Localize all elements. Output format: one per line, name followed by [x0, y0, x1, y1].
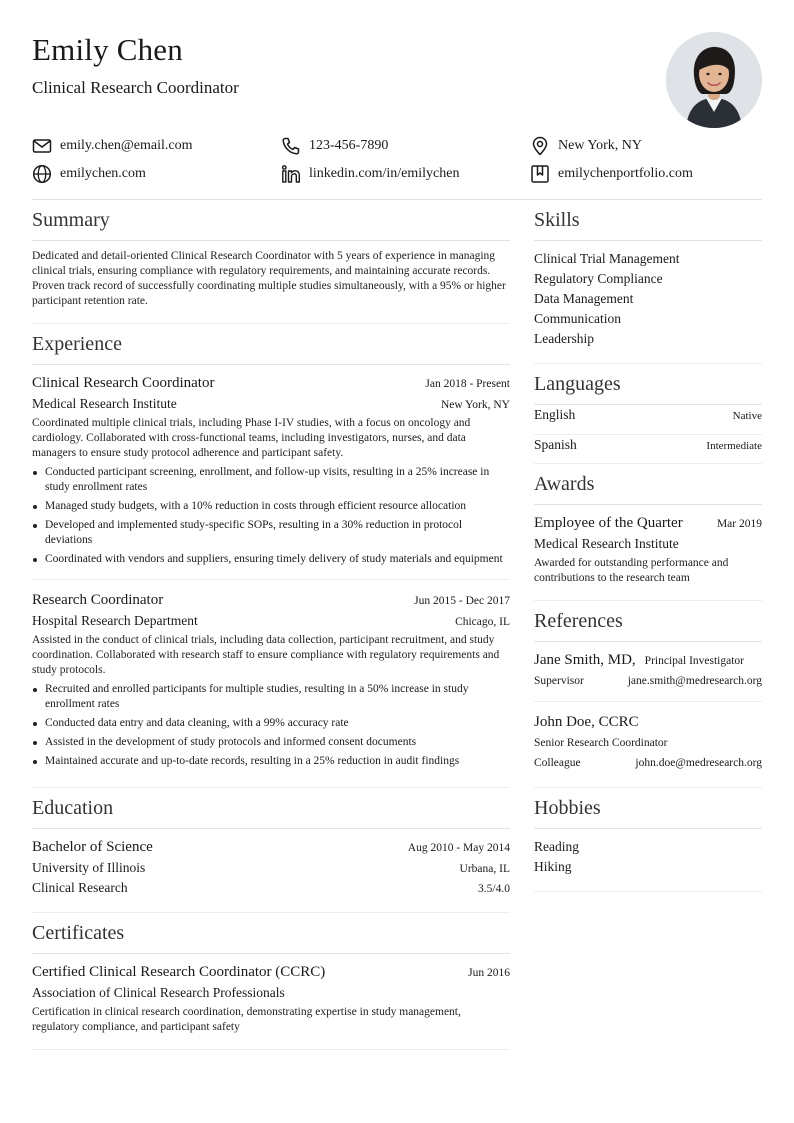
award-description: Awarded for outstanding performance and contributions to the research team: [534, 557, 729, 584]
language-name: English: [534, 407, 576, 422]
job-organization: Hospital Research Department: [32, 613, 198, 628]
contact-website-text: emilychen.com: [60, 166, 146, 181]
certificate-issuer: Association of Clinical Research Professionals: [32, 985, 285, 1000]
school-name: University of Illinois: [32, 860, 146, 875]
education-heading: Education: [32, 788, 510, 829]
contact-location-text: New York, NY: [558, 138, 643, 153]
hobby-item: Reading: [534, 839, 579, 854]
profile-photo-illustration: [666, 32, 762, 128]
language-level: Intermediate: [706, 440, 762, 452]
award-organization: Medical Research Institute: [534, 536, 679, 551]
job-title: Research Coordinator: [32, 592, 164, 608]
education-dates: Aug 2010 - May 2014: [407, 842, 510, 854]
mail-icon: [32, 136, 52, 156]
experience-section: [32, 324, 510, 788]
references-section: [534, 601, 762, 788]
achievement-bullet: Managed study budgets, with a 10% reduction in costs through efficient resource allocation: [32, 499, 510, 514]
contact-linkedin[interactable]: [281, 164, 459, 184]
contact-phone-text: 123-456-7890: [309, 138, 389, 153]
resume-page: [32, 0, 762, 1033]
reference-relation: Supervisor: [534, 675, 584, 687]
achievement-bullet: Conducted data entry and data cleaning, with a 99% accuracy rate: [32, 716, 510, 731]
reference-relation: Colleague: [534, 757, 581, 769]
achievement-bullet: Assisted in the development of study protocols and informed consent documents: [32, 735, 510, 750]
contact-linkedin-text: linkedin.com/in/emilychen: [309, 166, 460, 181]
award-name: Employee of the Quarter: [534, 515, 683, 531]
degree-name: Bachelor of Science: [32, 839, 153, 855]
references-heading: References: [534, 601, 762, 642]
summary-heading: Summary: [32, 200, 510, 241]
awards-heading: Awards: [534, 464, 762, 505]
job-dates: Jun 2015 - Dec 2017: [414, 595, 510, 607]
achievement-bullet: Coordinated with vendors and suppliers, ensuring timely delivery of study materials and equipment: [32, 552, 510, 567]
job-description: Coordinated multiple clinical trials, including Phase I-IV studies, with a focus on oncology and cardiology. Collaborated with cross-functional teams, including investigators, nurses, and data managers to ensure study protocol adherence and participant safety.: [32, 417, 471, 459]
contact-location: [530, 136, 642, 156]
gpa: 3.5/4.0: [478, 883, 510, 895]
awards-section: [534, 464, 762, 601]
certificate-date: Jun 2016: [468, 967, 510, 979]
reference-item: [534, 701, 762, 773]
candidate-name: Emily Chen: [32, 32, 183, 67]
globe-icon: [32, 164, 52, 184]
certificate-name: Certified Clinical Research Coordinator (CCRC): [32, 964, 326, 980]
certificates-heading: Certificates: [32, 913, 510, 954]
certificate-description: Certification in clinical research coordination, demonstrating expertise in study management, regulatory compliance, and participant safety: [32, 1006, 461, 1033]
job-achievements: [32, 465, 510, 567]
reference-name: Jane Smith, MD,: [534, 652, 636, 668]
job-location: New York, NY: [440, 399, 510, 411]
hobbies-section: [534, 788, 762, 892]
job-dates: Jan 2018 - Present: [425, 378, 510, 390]
achievement-bullet: Developed and implemented study-specific SOPs, resulting in a 30% reduction in protocol deviations: [32, 518, 510, 548]
right-column: [534, 200, 762, 892]
certificates-section: [32, 913, 510, 1050]
field-of-study: Clinical Research: [32, 880, 128, 895]
school-location: Urbana, IL: [459, 863, 510, 875]
contact-website[interactable]: [32, 164, 146, 184]
experience-item: [32, 373, 510, 567]
experience-heading: Experience: [32, 324, 510, 365]
language-item: [534, 434, 762, 463]
language-item: [534, 405, 762, 434]
summary-section: [32, 200, 510, 324]
reference-position: Principal Investigator: [644, 655, 744, 667]
phone-icon: [281, 136, 301, 156]
language-level: Native: [732, 410, 762, 422]
hobbies-heading: Hobbies: [534, 788, 762, 829]
hobby-item: Hiking: [534, 859, 572, 874]
reference-position: Senior Research Coordinator: [534, 737, 668, 749]
job-description: Assisted in the conduct of clinical trials, including data collection, participant recruitment, and study coordination. Collaborated with research staff to ensure compliance with regulatory requirements and study protocols.: [32, 634, 500, 676]
reference-email[interactable]: jane.smith@medresearch.org: [627, 675, 762, 687]
left-column: [32, 200, 510, 1050]
achievement-bullet: Maintained accurate and up-to-date records, resulting in a 25% reduction in audit findings: [32, 754, 510, 769]
skill-item: Data Management: [534, 291, 634, 306]
contact-email[interactable]: [32, 136, 193, 156]
job-achievements: [32, 682, 510, 769]
skill-item: Leadership: [534, 331, 594, 346]
languages-section: [534, 364, 762, 464]
linkedin-icon: [281, 164, 301, 184]
contact-email-text: emily.chen@email.com: [60, 138, 193, 153]
portfolio-icon: [530, 164, 550, 184]
summary-text: Dedicated and detail-oriented Clinical Research Coordinator with 5 years of experience in managing clinical trials, ensuring compliance with regulatory requirements, and maintaining accurate records. Proven track record of successfully coordinating multiple studies simultaneously, with a 95% or higher participant retention rate.: [32, 250, 506, 307]
skills-heading: Skills: [534, 200, 762, 241]
job-title: Clinical Research Coordinator: [32, 375, 215, 391]
contact-phone[interactable]: [281, 136, 388, 156]
education-section: [32, 788, 510, 913]
contact-portfolio-text: emilychenportfolio.com: [558, 166, 693, 181]
skill-item: Regulatory Compliance: [534, 271, 663, 286]
resume-header: [32, 0, 762, 200]
award-date: Mar 2019: [716, 518, 762, 530]
candidate-title: Clinical Research Coordinator: [32, 78, 239, 97]
achievement-bullet: Recruited and enrolled participants for multiple studies, resulting in a 50% increase in study enrollment rates: [32, 682, 510, 712]
achievement-bullet: Conducted participant screening, enrollment, and follow-up visits, resulting in a 25% increase in study enrollment rates: [32, 465, 510, 495]
reference-email[interactable]: john.doe@medresearch.org: [635, 757, 762, 769]
job-location: Chicago, IL: [455, 616, 510, 628]
reference-name: John Doe, CCRC: [534, 714, 639, 730]
profile-photo: [666, 32, 762, 128]
contact-portfolio[interactable]: [530, 164, 693, 184]
reference-item: [534, 650, 762, 691]
job-organization: Medical Research Institute: [32, 396, 177, 411]
location-pin-icon: [530, 136, 550, 156]
languages-heading: Languages: [534, 364, 762, 405]
skill-item: Clinical Trial Management: [534, 251, 680, 266]
skills-section: [534, 200, 762, 364]
experience-item: [32, 579, 510, 769]
skill-item: Communication: [534, 311, 621, 326]
language-name: Spanish: [534, 437, 577, 452]
